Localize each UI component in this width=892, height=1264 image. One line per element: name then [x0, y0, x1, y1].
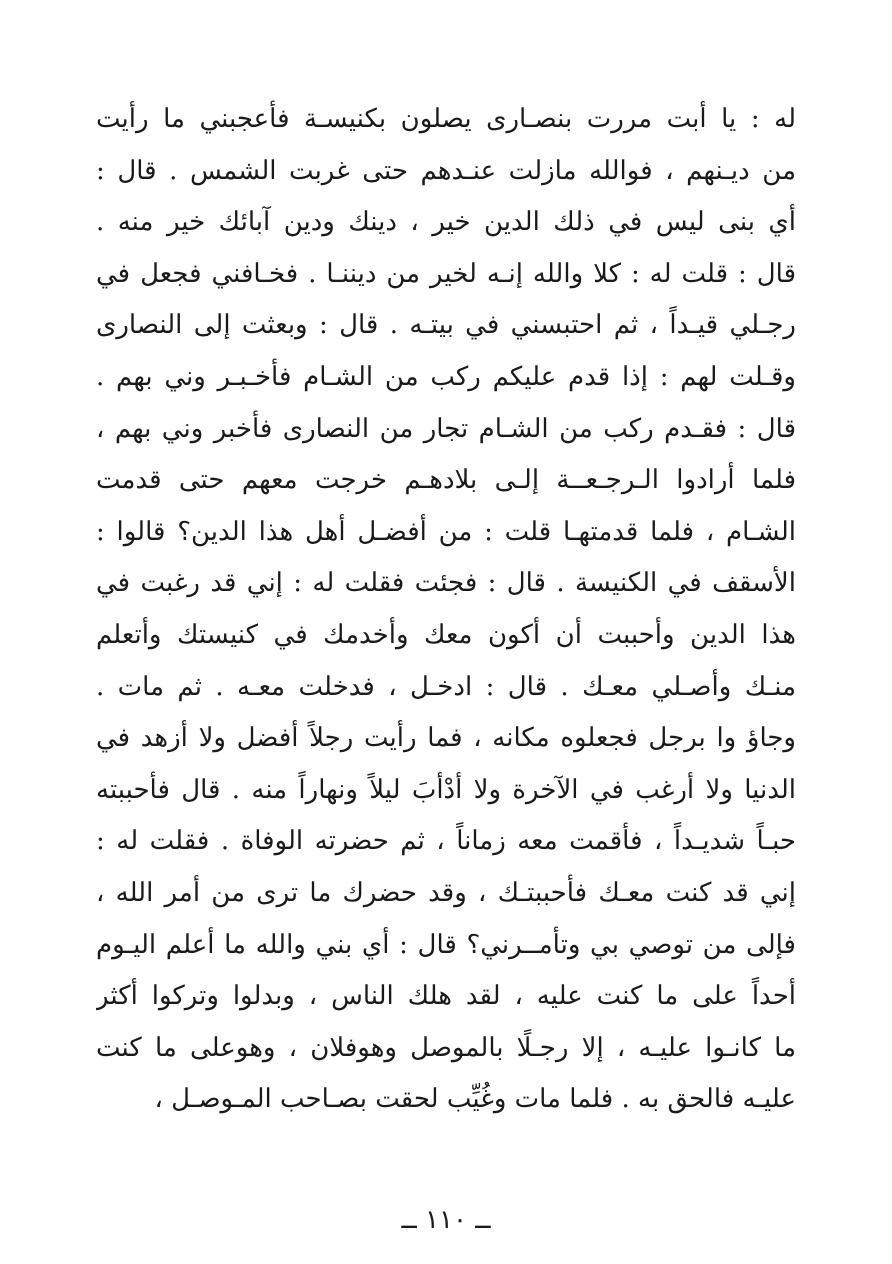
- body-text: [96, 94, 796, 1126]
- text-line: له : يا أبت مررت بنصـارى يصلون بكنيسـة فأعجبني ما رأيت: [96, 104, 796, 134]
- text-line: حبـاً شديـداً ، فأقمت معه زماناً ، ثم حضرته الوفاة . فقلت له :: [96, 826, 796, 857]
- text-line: فلما أرادوا الـرجـعــة إلـى بلادهـم خرجت معهم حتى قدمت: [96, 465, 796, 496]
- text-line: عليـه فالحق به . فلما مات وغُيِّب لحقت بصـاحب المـوصـل ،: [154, 1084, 796, 1115]
- text-line: منـك وأصـلي معـك . قال : ادخـل ، فدخلت معـه . ثم مات .: [96, 671, 796, 702]
- text-line: ما كانـوا عليـه ، إلا رجـلًا بالموصل وهوفلان ، وهوعلى ما كنت: [96, 1032, 796, 1063]
- text-line: من ديـنهم ، فوالله مازلت عنـدهم حتى غربت الشمس . قال :: [96, 155, 796, 186]
- text-line: إني قد كنت معـك فأحببتـك ، وقد حضرك ما ترى من أمر الله ،: [96, 877, 796, 908]
- text-line: الأسقف في الكنيسة . قال : فجئت فقلت له : إني قد رغبت في: [96, 568, 796, 599]
- text-line: أحداً على ما كنت عليه ، لقد هلك الناس ، وبدلوا وتركوا أكثر: [96, 981, 796, 1012]
- text-line: وجاؤ وا برجل فجعلوه مكانه ، فما رأيت رجلاً أفضل ولا أزهد في: [96, 723, 796, 754]
- text-line: هذا الدين وأحببت أن أكون معك وأخدمك في كنيستك وأتعلم: [96, 619, 796, 650]
- page-number: ــ ١١٠ ــ: [401, 1205, 491, 1235]
- text-line: الدنيا ولا أرغب في الآخرة ولا أدْأبَ ليلاً ونهاراً منه . قال فأحببته: [96, 774, 796, 805]
- text-line: قال : قلت له : كلا والله إنـه لخير من ديننـا . فخـافني فجعل في: [96, 258, 796, 289]
- text-line: فإلى من توصي بي وتأمــرني؟ قال : أي بني والله ما أعلم اليـوم: [96, 929, 796, 960]
- text-line: رجـلي قيـداً ، ثم احتبسني في بيتـه . قال : وبعثت إلى النصارى: [96, 310, 796, 341]
- text-line: وقـلت لهم : إذا قدم عليكم ركب من الشـام فأخـبـر وني بهم .: [96, 361, 796, 392]
- text-line: الشـام ، فلما قدمتهـا قلت : من أفضـل أهل هذا الدين؟ قالوا :: [96, 516, 796, 547]
- text-line: أي بنى ليس في ذلك الدين خير ، دينك ودين آبائك خير منه .: [96, 207, 796, 238]
- text-line: قال : فقـدم ركب من الشـام تجار من النصارى فأخبر وني بهم ،: [96, 413, 796, 444]
